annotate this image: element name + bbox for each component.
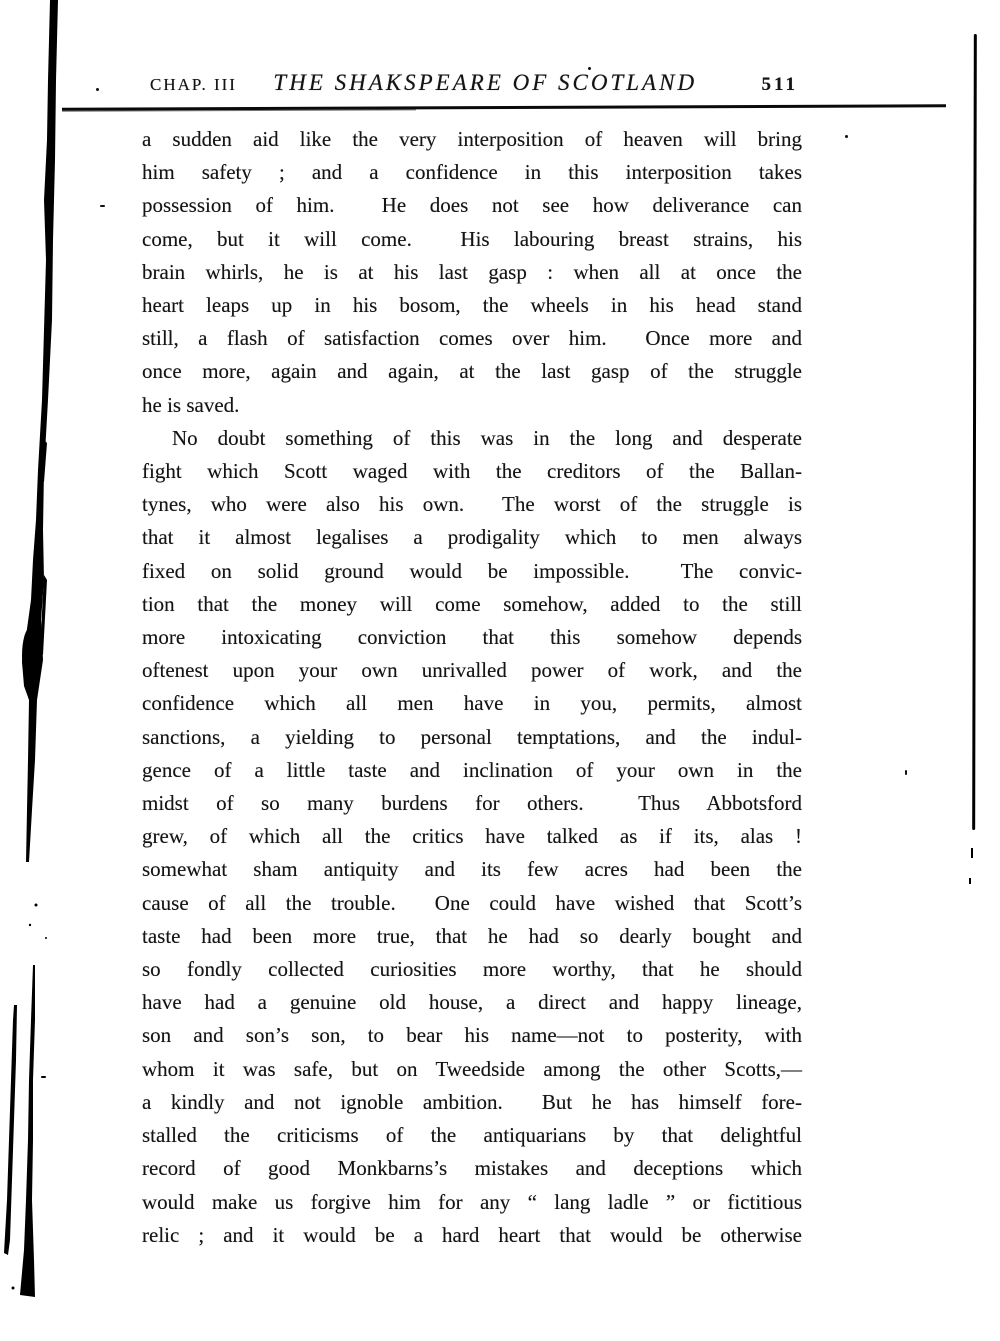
scan-edge-line-tail (971, 848, 973, 858)
text-line: a kindly and not ignoble ambition. But he has himself fore- (142, 1089, 802, 1114)
text-line: stalled the criticisms of the antiquarians by that delightful (142, 1123, 802, 1148)
page-body (142, 123, 802, 1252)
page-number: 511 (761, 74, 798, 95)
running-title: THE SHAKSPEARE OF SCOTLAND (273, 70, 698, 95)
text-line: once more, again and again, at the last gasp of the struggle (142, 359, 802, 384)
scan-speck (96, 88, 99, 91)
text-line: him safety ; and a confidence in this interposition takes (142, 160, 802, 185)
text-line: so fondly collected curiosities more worthy, that he should (142, 957, 802, 982)
header-rule (62, 104, 946, 110)
text-line: tion that the money will come somehow, added to the still (142, 591, 802, 616)
text-line: son and son’s son, to bear his name—not to posterity, with (142, 1023, 802, 1048)
scan-speck (100, 205, 105, 207)
text-line: cause of all the trouble. One could have wished that Scott’s (142, 890, 802, 915)
text-line: grew, of which all the critics have talked as if its, alas ! (142, 824, 802, 849)
paragraph (142, 123, 802, 422)
running-header (142, 70, 804, 96)
scan-speck (905, 770, 907, 775)
text-line: would make us forgive him for any “ lang ladle ” or fictitious (142, 1189, 802, 1214)
text-line: come, but it will come. His labouring breast strains, his (142, 226, 802, 251)
text-line: that it almost legalises a prodigality which to men always (142, 525, 802, 550)
text-line: tynes, who were also his own. The worst of the struggle is (142, 492, 802, 517)
text-line: have had a genuine old house, a direct and happy lineage, (142, 990, 802, 1015)
text-line: a sudden aid like the very interposition of heaven will bring (142, 127, 802, 151)
paragraph (142, 422, 802, 1252)
text-line: No doubt something of this was in the long and desperate (172, 425, 802, 450)
text-line: midst of so many burdens for others. Thus Abbotsford (142, 791, 802, 816)
text-line: relic ; and it would be a hard heart that would be otherwise (142, 1222, 802, 1247)
text-line: fixed on solid ground would be impossible. The convic- (142, 558, 802, 583)
text-line: whom it was safe, but on Tweedside among the other Scotts,— (142, 1056, 802, 1081)
text-line: record of good Monkbarns’s mistakes and deceptions which (142, 1156, 802, 1181)
chapter-label: CHAP. III (150, 75, 237, 94)
text-line: sanctions, a yielding to personal temptations, and the indul- (142, 724, 802, 749)
text-line: he is saved. (142, 392, 240, 417)
text-line: heart leaps up in his bosom, the wheels in his head stand (142, 293, 802, 318)
scan-binding-artifact-icon (0, 0, 70, 1341)
text-line: brain whirls, he is at his last gasp : when all at once the (142, 259, 802, 284)
scan-speck (845, 135, 848, 138)
text-line: gence of a little taste and inclination of your own in the (142, 757, 802, 782)
text-line: somewhat sham antiquity and its few acres had been the (142, 857, 802, 882)
scan-edge-line-tail (969, 878, 971, 884)
text-line: more intoxicating conviction that this somehow depends (142, 625, 802, 650)
scan-edge-line (972, 34, 976, 830)
text-line: oftenest upon your own unrivalled power of work, and the (142, 658, 802, 683)
text-line: still, a flash of satisfaction comes over him. Once more and (142, 326, 802, 351)
text-line: confidence which all men have in you, permits, almost (142, 691, 802, 716)
text-line: fight which Scott waged with the creditors of the Ballan- (142, 459, 802, 484)
text-line: taste had been more true, that he had so dearly bought and (142, 923, 802, 948)
text-line: possession of him. He does not see how deliverance can (142, 193, 802, 218)
